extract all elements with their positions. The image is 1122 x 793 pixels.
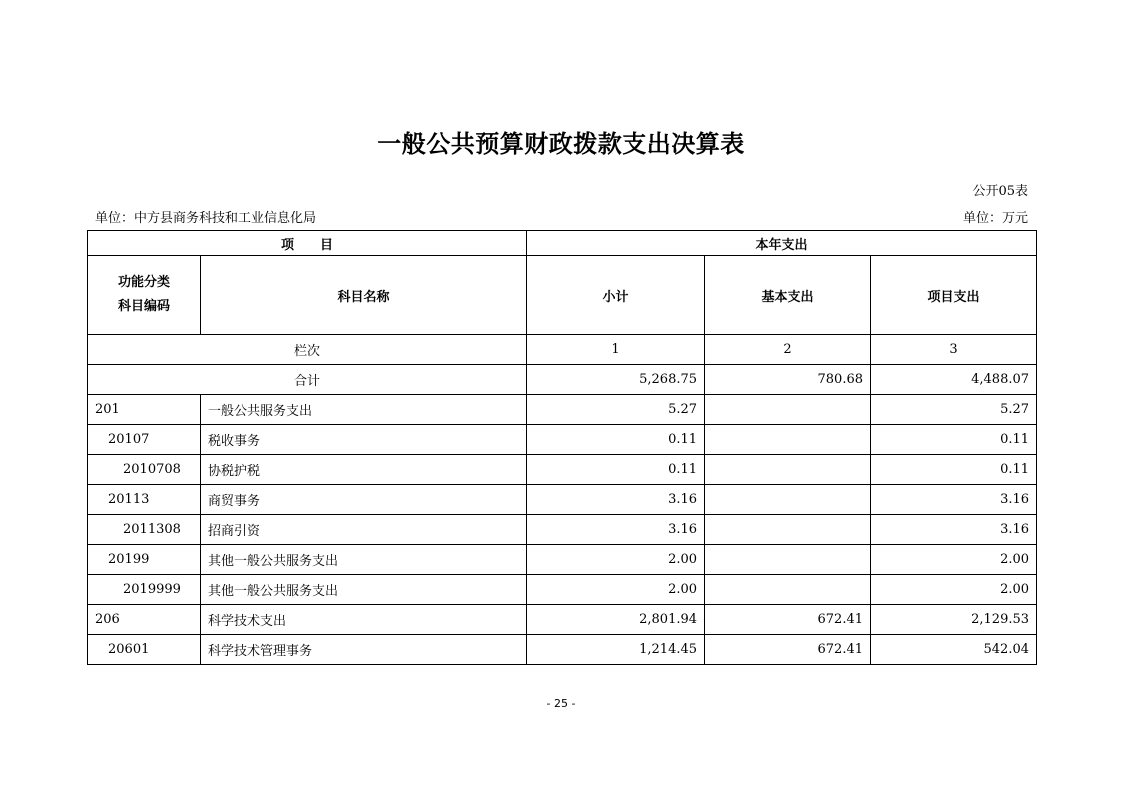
row-code: 2019999 xyxy=(88,575,201,605)
row-basic xyxy=(705,515,871,545)
row-subtotal: 0.11 xyxy=(527,425,705,455)
total-basic: 780.68 xyxy=(705,365,871,395)
header-current-year: 本年支出 xyxy=(527,231,1037,256)
row-subtotal: 2.00 xyxy=(527,545,705,575)
row-code: 20199 xyxy=(88,545,201,575)
header-code xyxy=(88,256,201,335)
row-subtotal: 2.00 xyxy=(527,575,705,605)
row-basic xyxy=(705,425,871,455)
column-number-1: 1 xyxy=(527,335,705,365)
header-row-sub xyxy=(88,256,1037,335)
column-number-3: 3 xyxy=(871,335,1037,365)
total-subtotal: 5,268.75 xyxy=(527,365,705,395)
row-code: 20601 xyxy=(88,635,201,665)
row-subtotal: 0.11 xyxy=(527,455,705,485)
row-project: 0.11 xyxy=(871,455,1037,485)
row-subtotal: 1,214.45 xyxy=(527,635,705,665)
header-code-line1: 功能分类 xyxy=(117,275,170,290)
row-name: 其他一般公共服务支出 xyxy=(201,575,527,605)
column-number-label: 栏次 xyxy=(88,335,527,365)
row-name: 一般公共服务支出 xyxy=(201,395,527,425)
header-item: 项 目 xyxy=(88,231,527,256)
table-row xyxy=(88,575,1037,605)
row-project: 3.16 xyxy=(871,515,1037,545)
row-basic: 672.41 xyxy=(705,605,871,635)
row-basic xyxy=(705,485,871,515)
currency-unit: 单位：万元 xyxy=(962,211,1028,226)
row-name: 税收事务 xyxy=(201,425,527,455)
page-number: - 25 - xyxy=(546,697,576,710)
reporting-unit: 单位：中方县商务科技和工业信息化局 xyxy=(95,211,317,226)
total-project: 4,488.07 xyxy=(871,365,1037,395)
row-subtotal: 3.16 xyxy=(527,515,705,545)
row-basic: 672.41 xyxy=(705,635,871,665)
row-subtotal: 3.16 xyxy=(527,485,705,515)
row-code: 2011308 xyxy=(88,515,201,545)
row-project: 542.04 xyxy=(871,635,1037,665)
form-number: 公开05表 xyxy=(972,184,1028,199)
row-project: 3.16 xyxy=(871,485,1037,515)
table-row xyxy=(88,485,1037,515)
row-basic xyxy=(705,575,871,605)
column-number-2: 2 xyxy=(705,335,871,365)
row-project: 5.27 xyxy=(871,395,1037,425)
row-project: 2.00 xyxy=(871,545,1037,575)
table-row xyxy=(88,455,1037,485)
table-row xyxy=(88,545,1037,575)
row-subtotal: 5.27 xyxy=(527,395,705,425)
row-name: 商贸事务 xyxy=(201,485,527,515)
page-title: 一般公共预算财政拨款支出决算表 xyxy=(377,130,745,158)
row-name: 科学技术支出 xyxy=(201,605,527,635)
row-project: 0.11 xyxy=(871,425,1037,455)
row-basic xyxy=(705,455,871,485)
header-project: 项目支出 xyxy=(871,256,1037,335)
row-name: 招商引资 xyxy=(201,515,527,545)
table-row xyxy=(88,605,1037,635)
header-subject-name: 科目名称 xyxy=(201,256,527,335)
row-code: 2010708 xyxy=(88,455,201,485)
row-basic xyxy=(705,545,871,575)
table-row xyxy=(88,635,1037,665)
table-row xyxy=(88,395,1037,425)
row-code: 20107 xyxy=(88,425,201,455)
expenditure-table xyxy=(87,230,1037,665)
row-name: 其他一般公共服务支出 xyxy=(201,545,527,575)
row-project: 2.00 xyxy=(871,575,1037,605)
header-basic: 基本支出 xyxy=(705,256,871,335)
header-subtotal: 小计 xyxy=(527,256,705,335)
row-name: 科学技术管理事务 xyxy=(201,635,527,665)
table-row xyxy=(88,515,1037,545)
total-row xyxy=(88,365,1037,395)
row-code: 20113 xyxy=(88,485,201,515)
row-name: 协税护税 xyxy=(201,455,527,485)
row-code: 201 xyxy=(88,395,201,425)
row-project: 2,129.53 xyxy=(871,605,1037,635)
header-code-line2: 科目编码 xyxy=(117,299,170,314)
row-subtotal: 2,801.94 xyxy=(527,605,705,635)
total-label: 合计 xyxy=(88,365,527,395)
table-row xyxy=(88,425,1037,455)
row-code: 206 xyxy=(88,605,201,635)
row-basic xyxy=(705,395,871,425)
header-row-top xyxy=(88,231,1037,256)
column-number-row xyxy=(88,335,1037,365)
